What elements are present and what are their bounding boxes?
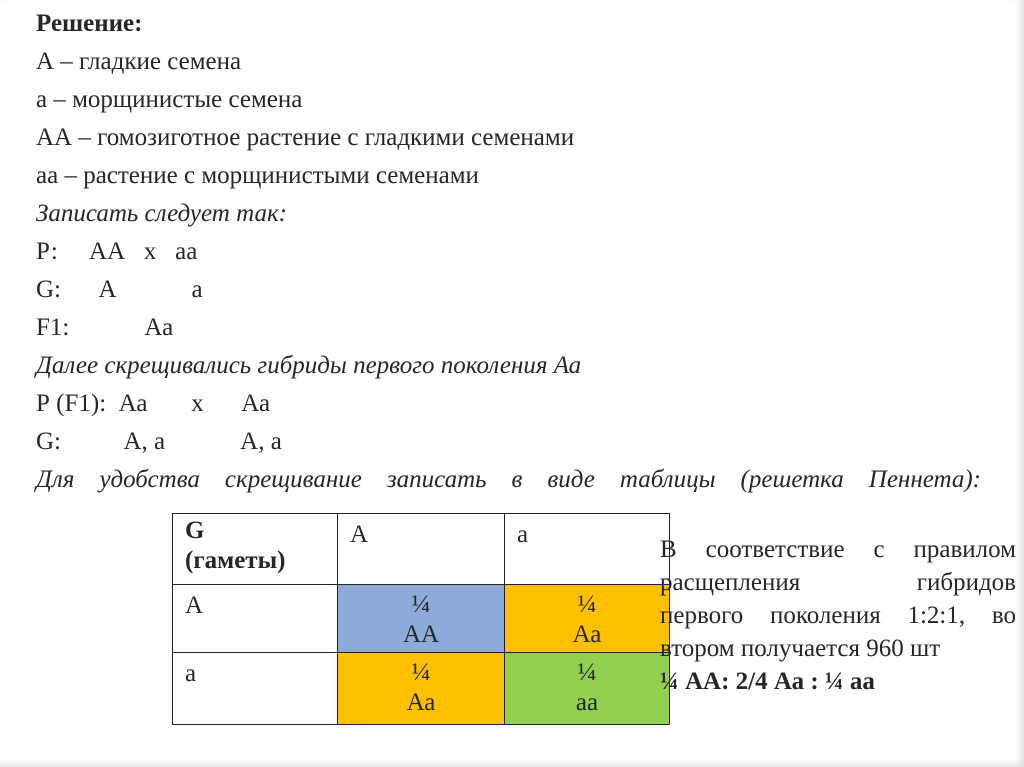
cell-fraction: ¼ bbox=[577, 659, 597, 686]
cross2-gametes: G: А, а А, а bbox=[36, 428, 282, 455]
conclusion-line: втором получается 960 шт bbox=[660, 635, 941, 662]
legend-line-homozygous-dominant: АА – гомозиготное растение с гладкими семенами bbox=[36, 124, 575, 151]
cell-fraction: ¼ bbox=[411, 659, 431, 686]
segregation-ratio: ¼ АА: 2/4 Аа : ¼ аа bbox=[660, 668, 875, 695]
instruction-text: Записать следует так: bbox=[36, 200, 287, 227]
cross2-parents: Р (F1): Аа х Аа bbox=[36, 390, 271, 417]
solution-heading: Решение: bbox=[36, 10, 143, 37]
row-header-dominant: А bbox=[173, 585, 338, 653]
cell-fraction: ¼ bbox=[411, 591, 431, 618]
cell-genotype: Аа bbox=[406, 689, 436, 716]
conclusion-text bbox=[660, 533, 1016, 698]
cell-genotype: АА bbox=[402, 621, 440, 648]
cell-genotype: Аа bbox=[572, 621, 602, 648]
conclusion-line: В соответствие с правилом bbox=[660, 536, 1016, 563]
punnett-corner-header bbox=[173, 514, 338, 585]
punnett-cell-aa bbox=[505, 653, 670, 725]
punnett-cell-Aa-top bbox=[505, 585, 670, 653]
conclusion-line: первого поколения 1:2:1, во bbox=[660, 602, 1016, 629]
f1-cross-note: Далее скрещивались гибриды первого поколения Аа bbox=[36, 352, 582, 379]
row-header-recessive: а bbox=[173, 653, 338, 725]
table-intro-text: Для удобства скрещивание записать в виде таблицы (решетка Пеннета): bbox=[36, 466, 981, 493]
corner-label-gametes: (гаметы) bbox=[185, 547, 286, 574]
column-header-recessive: а bbox=[505, 514, 670, 585]
cell-genotype: аа bbox=[575, 689, 599, 716]
cross1-parents: Р: АА х аа bbox=[36, 238, 198, 265]
cell-fraction: ¼ bbox=[577, 591, 597, 618]
cross1-f1: F1: Аа bbox=[36, 314, 174, 341]
punnett-square bbox=[172, 513, 670, 725]
punnett-cell-AA bbox=[338, 585, 505, 653]
cross1-gametes: G: А а bbox=[36, 276, 203, 303]
legend-line-dominant: А – гладкие семена bbox=[36, 48, 242, 75]
legend-line-recessive: а – морщинистые семена bbox=[36, 86, 303, 113]
conclusion-line: расщепления гибридов bbox=[660, 569, 1016, 596]
corner-label-g: G bbox=[185, 517, 205, 544]
column-header-dominant: А bbox=[338, 514, 505, 585]
legend-line-homozygous-recessive: аа – растение с морщинистыми семенами bbox=[36, 162, 479, 189]
punnett-cell-Aa-bottom bbox=[338, 653, 505, 725]
